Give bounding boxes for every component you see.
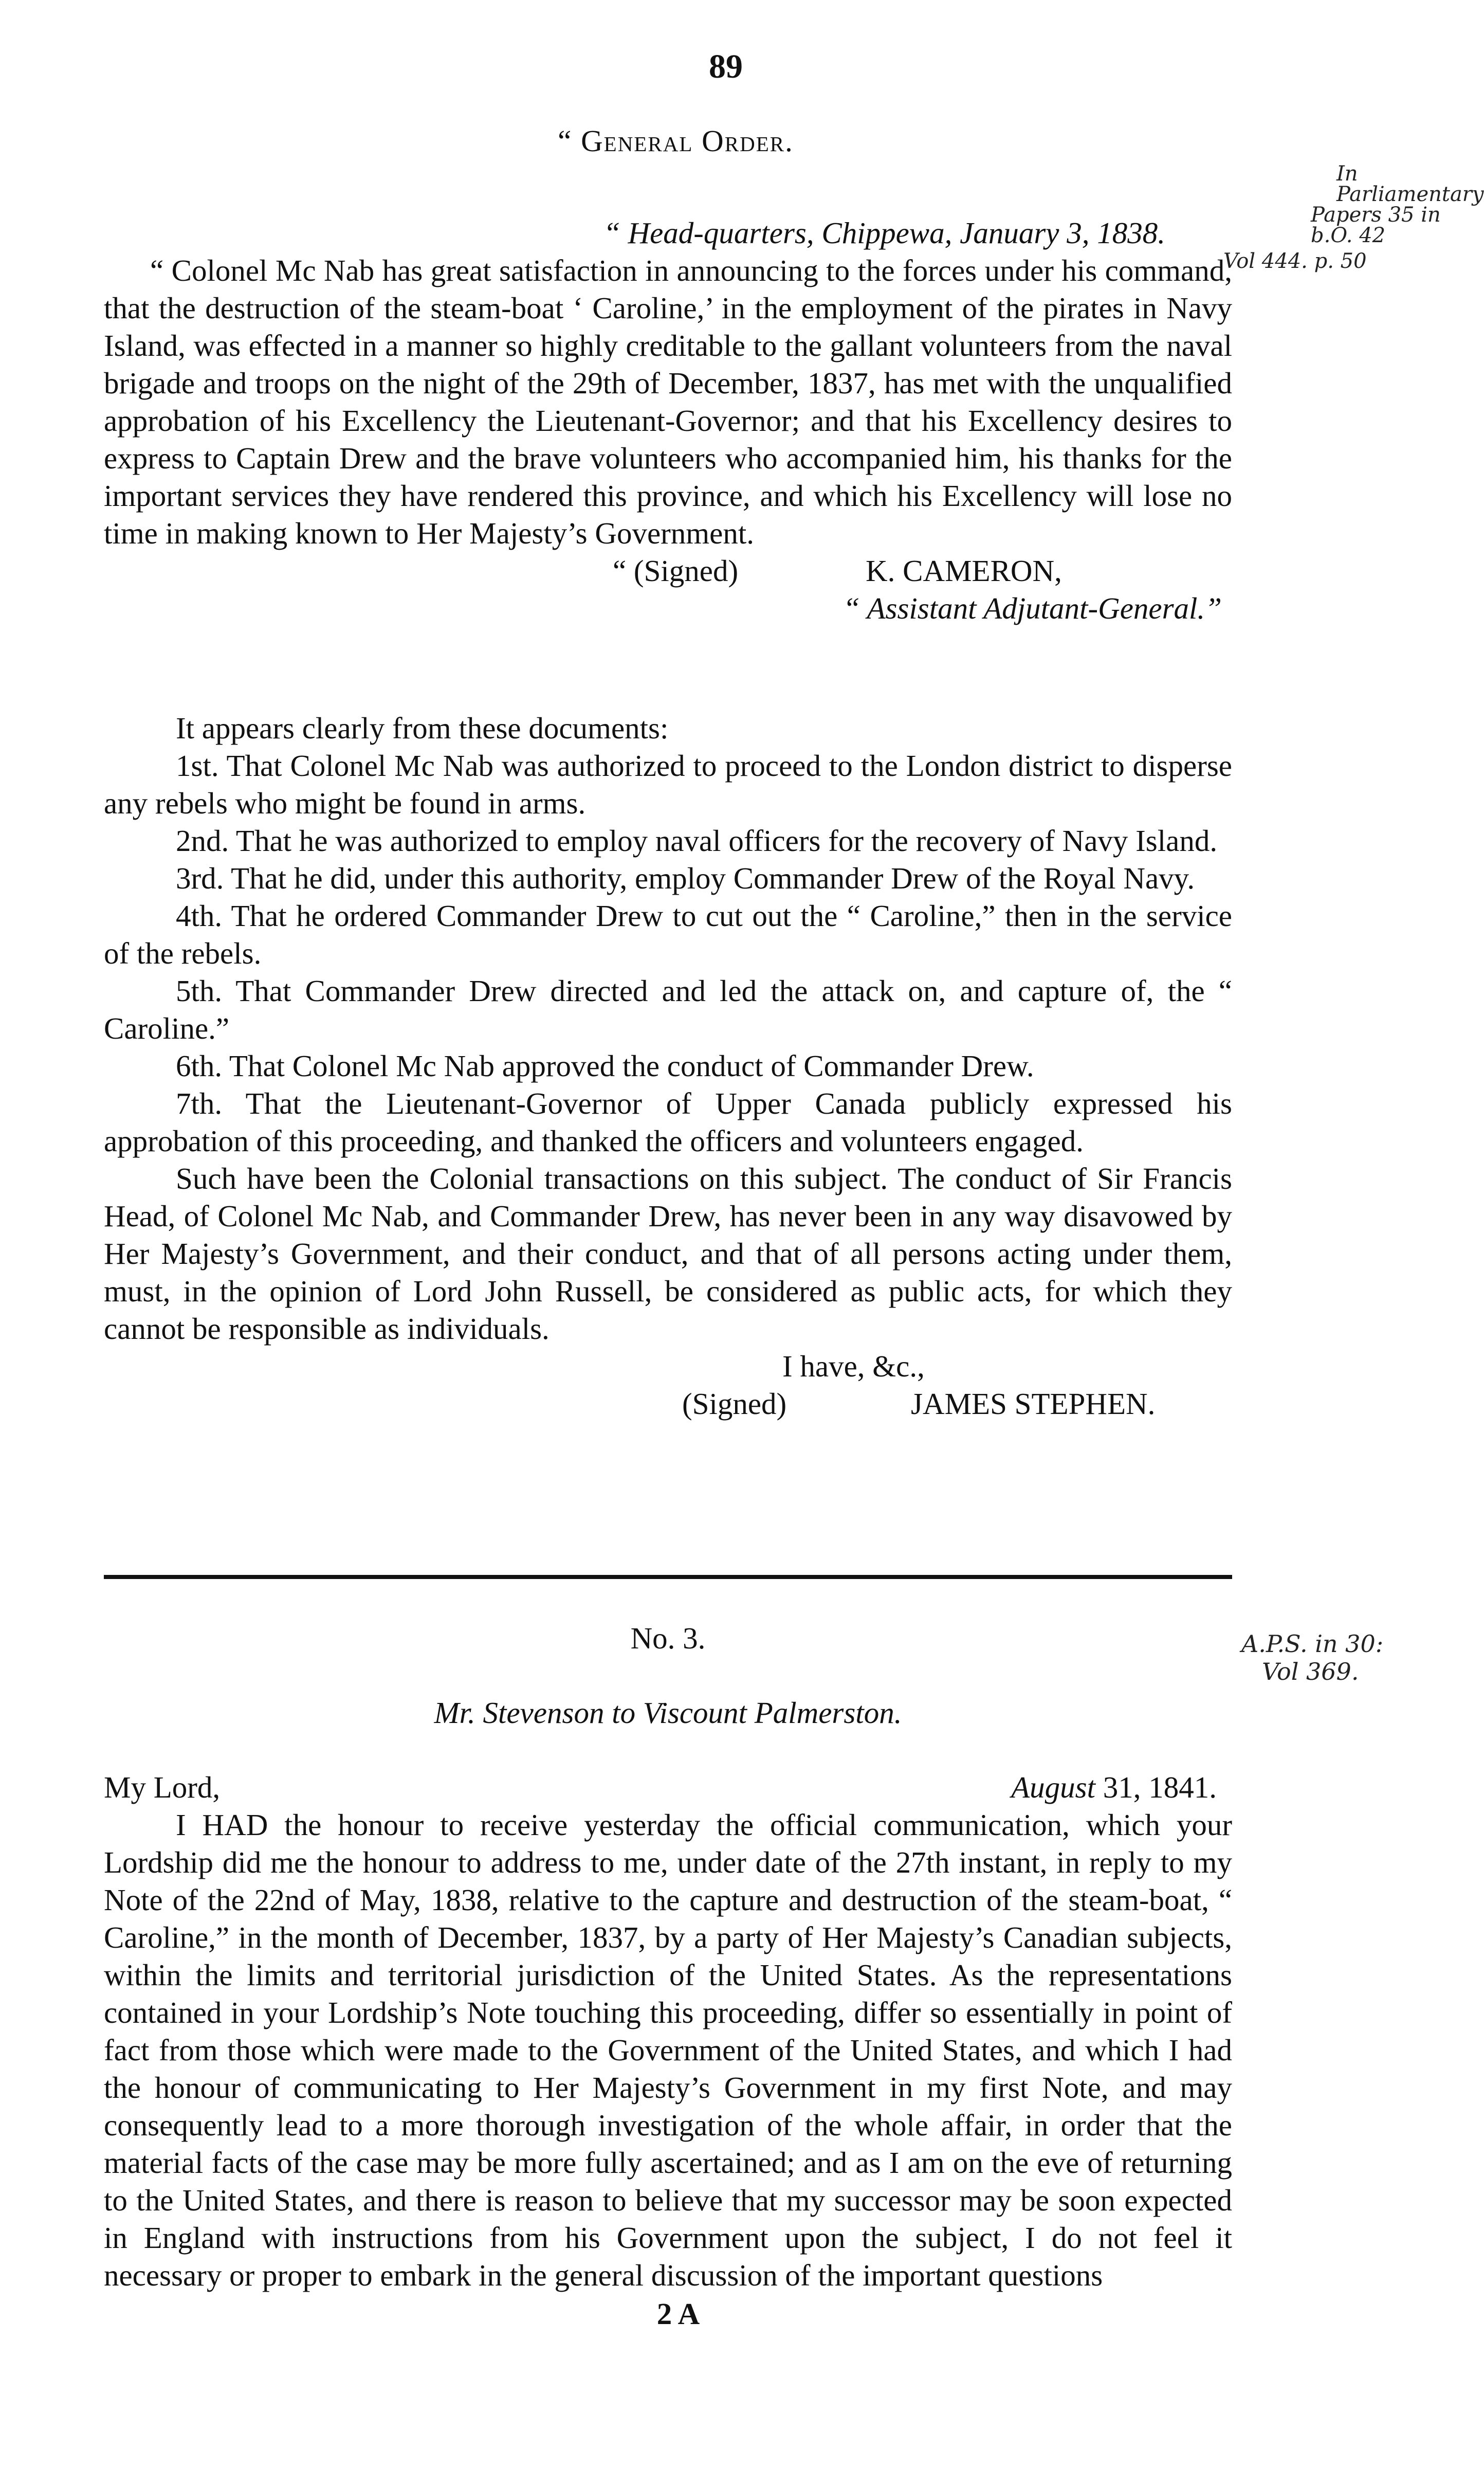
margin-note-1-line-2: Papers 35 in b.O. 42 — [1311, 203, 1441, 247]
conclusion-item-2: 2nd. That he was authorized to employ naval officers for the recovery of Navy Island. — [176, 824, 1218, 858]
conclusions-intro: It appears clearly from these documents: — [176, 711, 669, 745]
valediction-line — [104, 1348, 1232, 1385]
margin-note-1-line-3: Vol 444. p. 50 — [1223, 249, 1367, 273]
general-order-dateline: “ Head-quarters, Chippewa, January 3, 1838. — [603, 216, 1165, 250]
signer-name: JAMES STEPHEN. — [911, 1387, 1156, 1421]
letter-body: I HAD the honour to receive yesterday the official communication, which your Lordship did me the honour to address to me, under date of the 27th instant, in reply to my Note of the 22nd of May, 1838, relative to the capture and destruction of the steam-boat, “ Caroline,” in the month of December, 1837, by a party of Her Majesty’s Canadian subjects, within the limits and territorial jurisdiction of the United States. As the representations contained in your Lordship’s Note touching this proceeding, differ so essentially in point of fact from those which were made to the Government of the United States, and which I had the honour of communicating to Her Majesty’s Government in my first Note, and may consequently lead to a more thorough investigation of the whole affair, in order that the material facts of the case may be more fully ascertained; and as I am on the eve of returning to the United States, and there is reason to believe that my successor may be soon expected in England with instructions from his Government upon the subject, I do not feel it necessary or proper to embark in the general discussion of the important questions — [104, 1808, 1232, 2292]
conclusion-item-7: 7th. That the Lieutenant-Governor of Upper Canada publicly expressed his approbation of this proceeding, and thanked the officers and volunteers engaged. — [104, 1086, 1232, 1158]
conclusion-item-6: 6th. That Colonel Mc Nab approved the conduct of Commander Drew. — [176, 1049, 1034, 1083]
margin-note-2 — [1241, 1630, 1383, 1685]
letter-number: No. 3. — [630, 1621, 706, 1655]
conclusion-item-3: 3rd. That he did, under this authority, employ Commander Drew of the Royal Navy. — [176, 861, 1195, 895]
valediction: I have, &c., — [782, 1349, 925, 1383]
signer-name: K. CAMERON, — [866, 554, 1062, 588]
general-order-heading: “ General Order. — [558, 124, 794, 158]
conclusions-closing: Such have been the Colonial transactions on this subject. The conduct of Sir Francis Head, of Colonel Mc Nab, and Commander Drew, has never been in any way disavowed by Her Majesty’s Government, and their conduct, and that of all persons acting under them, must, in the opinion of Lord John Russell, be considered as public acts, for which they cannot be responsible as individuals. — [104, 1162, 1232, 1346]
margin-note-2-line-1: A.P.S. in 30: — [1241, 1630, 1384, 1658]
letter-header — [104, 1769, 1232, 1806]
letter-date — [1011, 1769, 1217, 1806]
margin-note-2-line-2: Vol 369. — [1262, 1658, 1359, 1685]
margin-note-1 — [1223, 164, 1484, 271]
general-order-signature — [104, 552, 1232, 590]
general-order-body: “ Colonel Mc Nab has great satisfaction in announcing to the forces under his command, that the destruction of the steam-boat ‘ Caroline,’ in the employment of the pirates in Navy Island, was effected in a manner so highly creditable to the gallant volunteers from the naval brigade and troops on the night of the 29th of December, 1837, has met with the unqualified approbation of his Excellency the Lieutenant-Governor; and that his Excellency desires to express to Captain Drew and the brave volunteers who accompanied him, his thanks for the important services they have rendered this province, and which his Excellency will lose no time in making known to Her Majesty’s Government. — [104, 253, 1232, 550]
signer-title: “ Assistant Adjutant-General.” — [842, 591, 1222, 625]
letter-title: Mr. Stevenson to Viscount Palmerston. — [434, 1696, 902, 1730]
margin-note-1-line-1: In Parliamentary — [1336, 162, 1484, 206]
general-order-section — [104, 122, 1232, 627]
signed-label: “ (Signed) — [613, 554, 739, 588]
section-divider — [104, 1575, 1232, 1579]
letter-section — [104, 1620, 1232, 2333]
page-number: 89 — [709, 48, 743, 85]
conclusion-item-1: 1st. That Colonel Mc Nab was authorized to proceed to the London district to disperse any rebels who might be found in arms. — [104, 749, 1232, 820]
conclusions-section — [104, 710, 1232, 1423]
conclusion-item-4: 4th. That he ordered Commander Drew to cut out the “ Caroline,” then in the service of the rebels. — [104, 899, 1232, 970]
salutation: My Lord, — [104, 1770, 221, 1804]
footer-signature-mark: 2 A — [656, 2297, 700, 2331]
signed-label: (Signed) — [682, 1387, 787, 1421]
stephen-signature — [104, 1385, 1232, 1423]
letter-date-rest: 31, 1841. — [1095, 1770, 1217, 1804]
conclusion-item-5: 5th. That Commander Drew directed and led the attack on, and capture of, the “ Caroline.” — [104, 974, 1232, 1045]
letter-date-month: August — [1011, 1770, 1095, 1804]
